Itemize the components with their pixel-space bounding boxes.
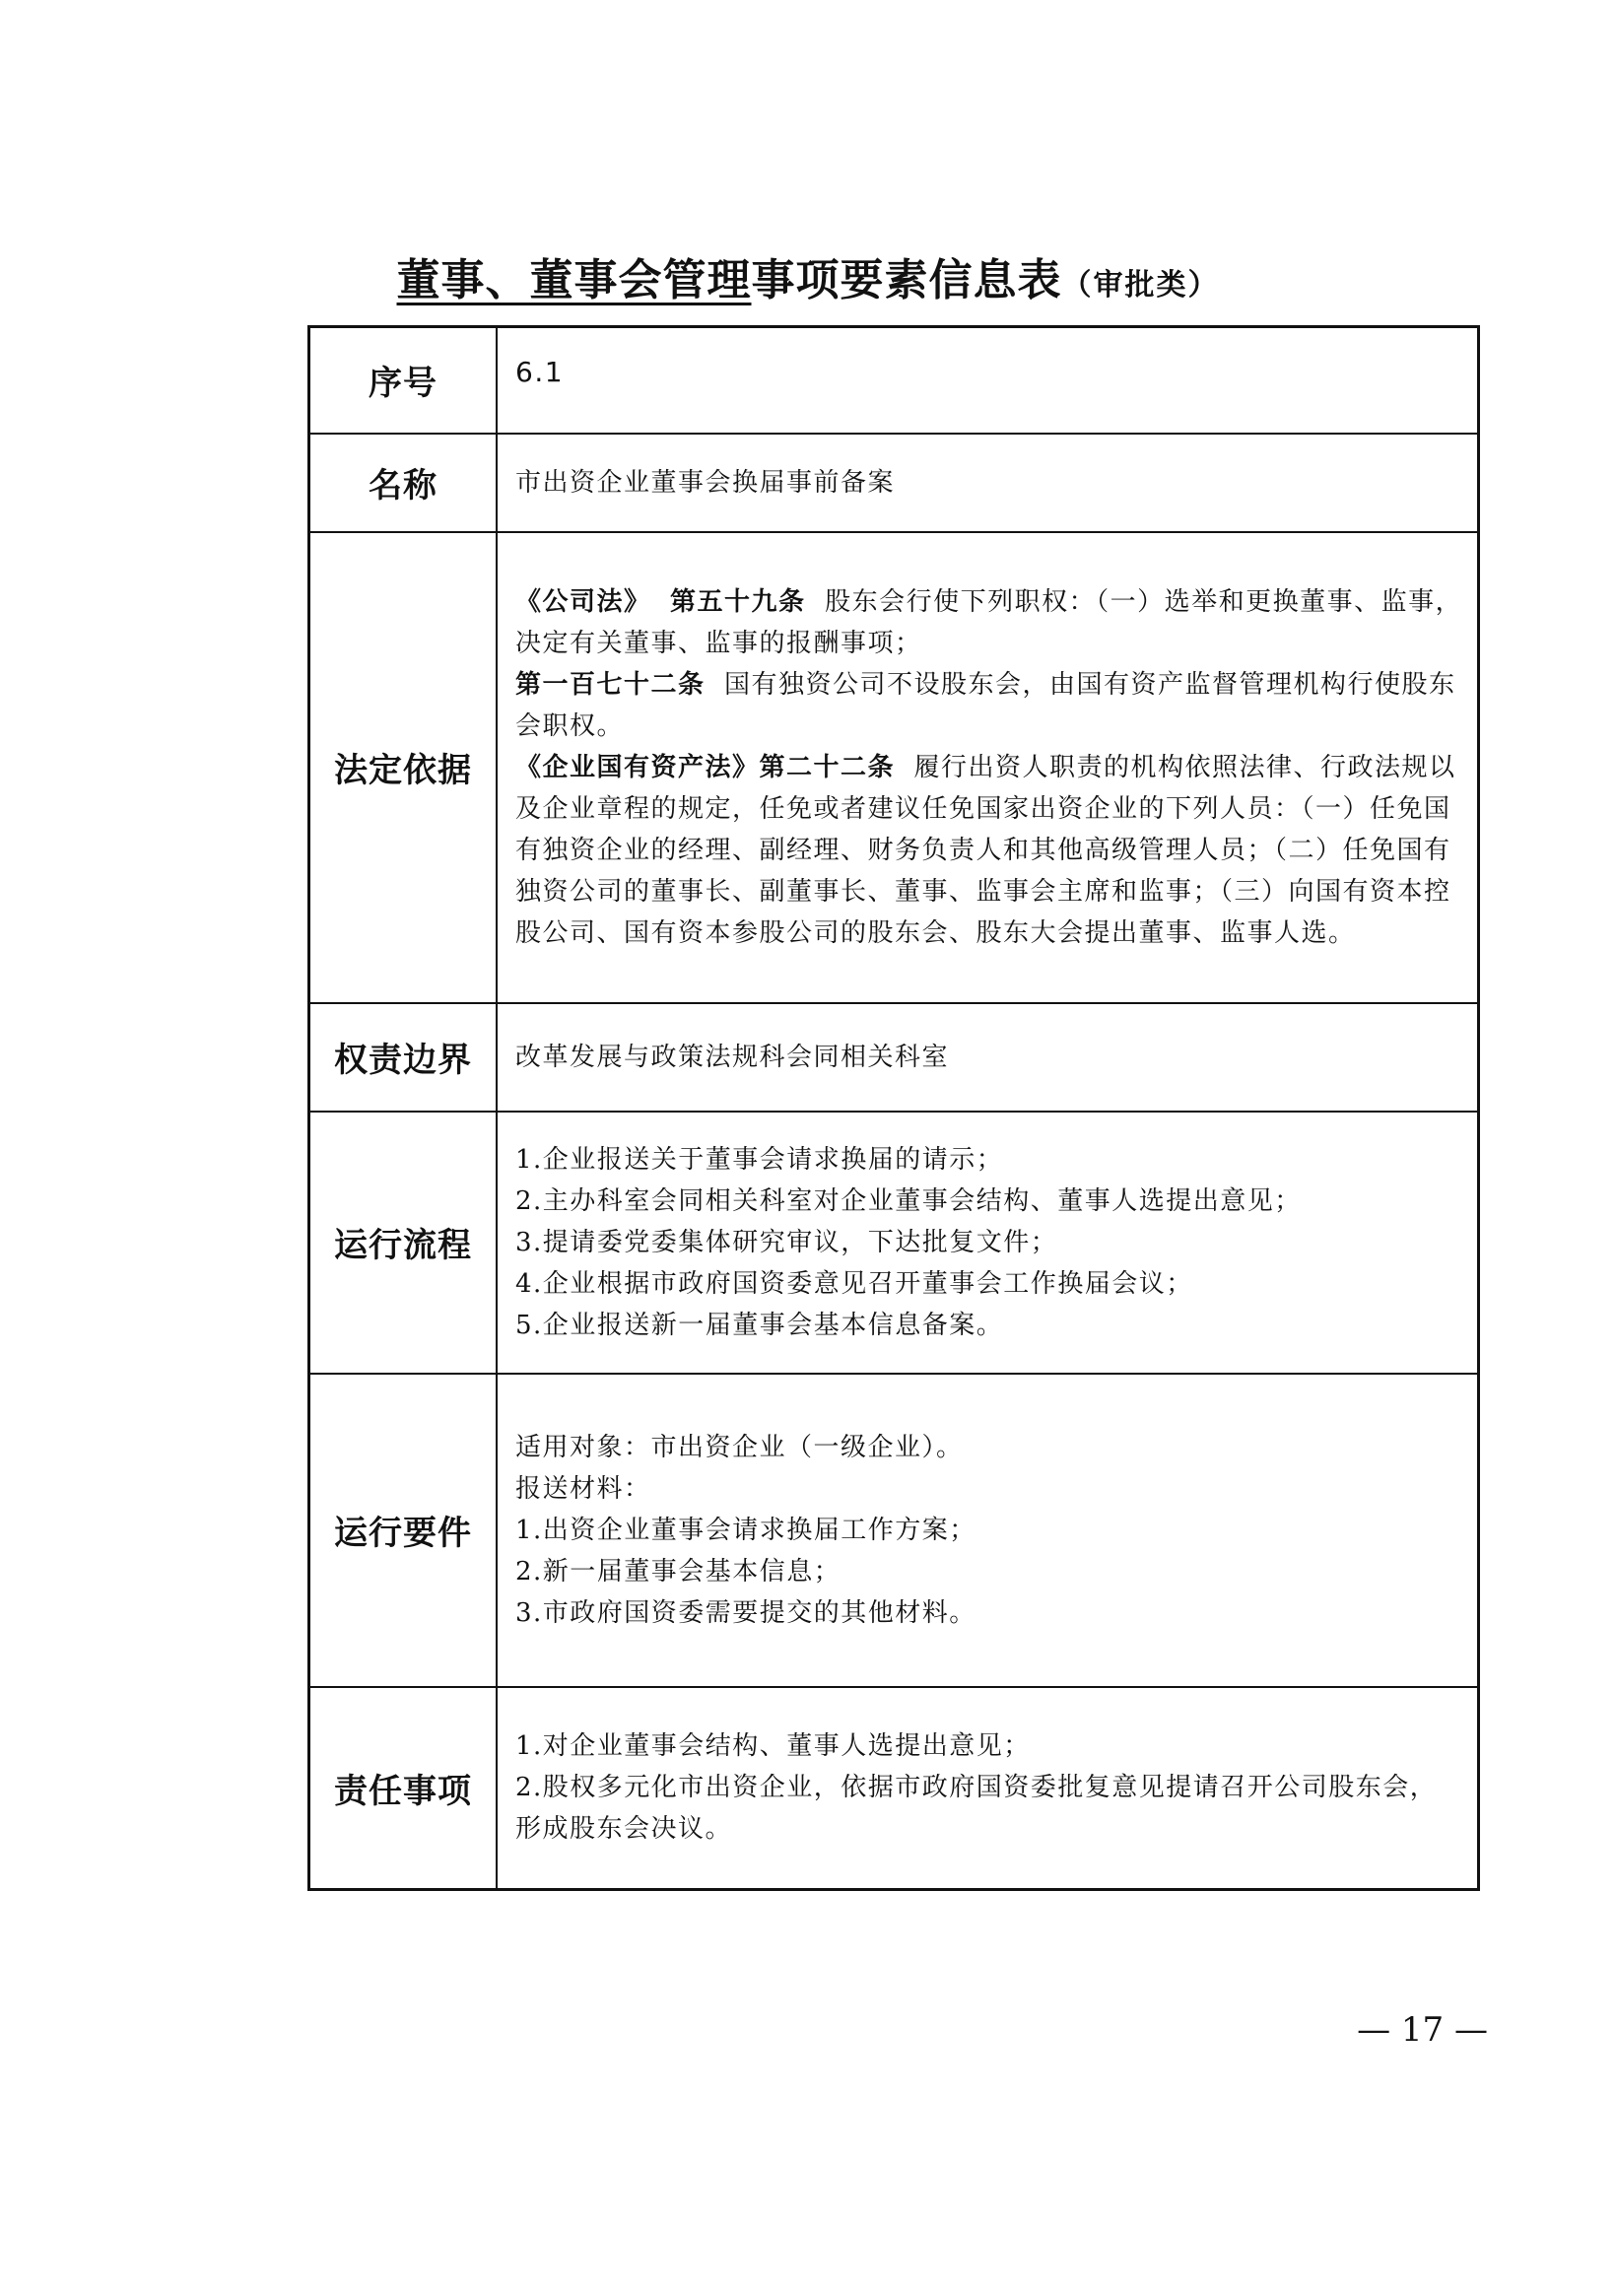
row-requirements xyxy=(309,1374,1479,1687)
legal-paragraph-3: 《企业国有资产法》第二十二条 履行出资人职责的机构依照法律、行政法规以及企业章程的规定，任免或者建议任免国家出资企业的下列人员：（一）任免国有独资企业的经理、副经理、财务负责人和其他高级管理人员；（二）任免国有独资公司的董事长、副董事长、董事、监事会主席和监事；（三）向国有资本控股公司、国有资本参股公司的股东会、股东大会提出董事、监事人选。 xyxy=(515,752,1456,948)
legal-paragraph-1: 《公司法》 第五十九条 股东会行使下列职权：（一）选举和更换董事、监事，决定有关董事、监事的报酬事项； xyxy=(515,586,1463,658)
list-item: 1.企业报送关于董事会请求换届的请示； xyxy=(515,1144,1004,1175)
page-number: — 17 — xyxy=(1357,2010,1488,2050)
serial-label: 序号 xyxy=(309,327,498,434)
serial-value: 6.1 xyxy=(497,327,1479,434)
page-title xyxy=(0,244,1616,307)
title-rest: 事项要素信息表 xyxy=(751,255,1062,305)
row-boundary xyxy=(309,1003,1479,1112)
legal-paragraph-2: 第一百七十二条 国有独资公司不设股东会，由国有资产监督管理机构行使股东会职权。 xyxy=(515,669,1456,741)
info-table xyxy=(307,325,1480,1891)
list-item: 3.提请委党委集体研究审议，下达批复文件； xyxy=(515,1227,1058,1257)
title-underlined: 董事、董事会管理 xyxy=(396,255,752,305)
title-category: （审批类） xyxy=(1061,268,1220,303)
list-item: 报送材料： xyxy=(515,1473,651,1504)
boundary-value: 改革发展与政策法规科会同相关科室 xyxy=(497,1003,1479,1112)
requirements-content xyxy=(497,1374,1479,1687)
list-item: 适用对象：市出资企业（一级企业）。 xyxy=(515,1432,964,1462)
list-item: 2.股权多元化市出资企业，依据市政府国资委批复意见提请召开公司股东会，形成股东会决议。 xyxy=(515,1773,1438,1845)
boundary-label: 权责边界 xyxy=(309,1003,498,1112)
row-responsibility xyxy=(309,1687,1479,1890)
legal-basis-content xyxy=(497,532,1479,1003)
row-process xyxy=(309,1112,1479,1374)
row-serial xyxy=(309,327,1479,434)
list-item: 1.出资企业董事会请求换届工作方案； xyxy=(515,1515,976,1545)
row-legal-basis xyxy=(309,532,1479,1003)
name-label: 名称 xyxy=(309,434,498,532)
legal-basis-label: 法定依据 xyxy=(309,532,498,1003)
list-item: 2.主办科室会同相关科室对企业董事会结构、董事人选提出意见； xyxy=(515,1185,1302,1216)
list-item: 1.对企业董事会结构、董事人选提出意见； xyxy=(515,1731,1031,1762)
list-item: 4.企业根据市政府国资委意见召开董事会工作换届会议； xyxy=(515,1268,1193,1299)
requirements-label: 运行要件 xyxy=(309,1374,498,1687)
responsibility-content xyxy=(497,1687,1479,1890)
row-name xyxy=(309,434,1479,532)
list-item: 3.市政府国资委需要提交的其他材料。 xyxy=(515,1597,976,1628)
process-label: 运行流程 xyxy=(309,1112,498,1374)
name-value: 市出资企业董事会换届事前备案 xyxy=(497,434,1479,532)
list-item: 5.企业报送新一届董事会基本信息备案。 xyxy=(515,1310,1004,1340)
responsibility-label: 责任事项 xyxy=(309,1687,498,1890)
list-item: 2.新一届董事会基本信息； xyxy=(515,1556,842,1587)
process-content xyxy=(497,1112,1479,1374)
